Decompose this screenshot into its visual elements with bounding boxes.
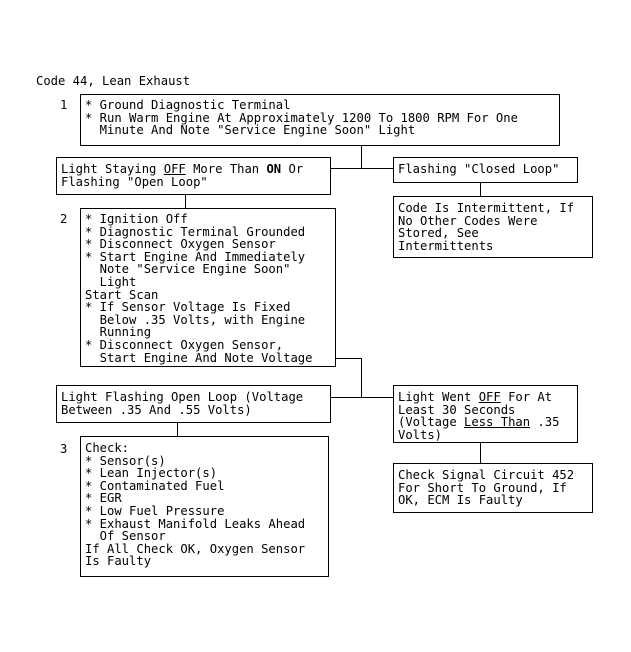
- open-loop-box: [56, 385, 331, 423]
- connector-went-off-down: [480, 443, 481, 463]
- step-number-1: 1: [60, 98, 68, 112]
- box3-line-8: Of Sensor: [85, 529, 166, 544]
- connector-split-2: [331, 397, 393, 398]
- light-off-text-off: OFF: [163, 162, 186, 176]
- went-off-text-voltage: (Voltage: [398, 415, 465, 430]
- step-2-box: [80, 208, 336, 367]
- connector-box1-down: [361, 146, 362, 169]
- box2-line-1: * Ignition Off: [85, 212, 188, 226]
- went-off-text-value: .35: [530, 415, 560, 430]
- light-off-line-2: Flashing "Open Loop": [61, 174, 208, 189]
- page-title: Code 44, Lean Exhaust: [36, 74, 191, 88]
- box2-line-4: * Start Engine And Immediately: [85, 249, 306, 264]
- intermittent-line-3: Stored, See: [398, 226, 479, 241]
- light-off-box: [56, 157, 331, 195]
- light-off-text-c: More Than: [185, 162, 267, 176]
- light-off-line-1: [61, 163, 303, 176]
- signal-line-2: For Short To Ground, If: [398, 480, 567, 495]
- step-1-box: [80, 94, 560, 146]
- intermittent-line-4: Intermittents: [398, 238, 494, 253]
- light-off-text-e: Or: [281, 162, 304, 176]
- box2-line-11: * Disconnect Oxygen Sensor,: [85, 338, 284, 352]
- went-off-line-2: Least 30 Seconds: [398, 402, 516, 417]
- went-off-text-less-than: Less Than: [464, 415, 531, 430]
- closed-loop-box: [393, 157, 578, 183]
- box1-line-2: * Run Warm Engine At Approximately 1200 To 1800 RPM For One: [85, 110, 518, 125]
- went-off-text-off: OFF: [478, 390, 501, 404]
- box3-line-4: * Contaminated Fuel: [85, 478, 225, 493]
- box3-line-7: * Exhaust Manifold Leaks Ahead: [85, 516, 306, 531]
- went-off-line-1: [398, 391, 552, 404]
- box2-line-2: * Diagnostic Terminal Grounded: [85, 224, 306, 239]
- box3-line-10: Is Faulty: [85, 554, 152, 569]
- signal-line-3: OK, ECM Is Faulty: [398, 493, 523, 508]
- box2-line-7: Start Scan: [85, 287, 159, 302]
- connector-box2-right: [336, 358, 362, 359]
- went-off-box: [393, 385, 578, 443]
- closed-loop-text: Flashing "Closed Loop": [398, 162, 560, 176]
- signal-line-1: Check Signal Circuit 452: [398, 468, 575, 482]
- box3-line-3: * Lean Injector(s): [85, 466, 218, 481]
- box3-line-9: If All Check OK, Oxygen Sensor: [85, 541, 306, 556]
- connector-closed-loop-down: [480, 182, 481, 196]
- box1-line-1: * Ground Diagnostic Terminal: [85, 98, 291, 112]
- box2-line-12: Start Engine And Note Voltage: [85, 350, 313, 365]
- step-number-2: 2: [60, 212, 68, 226]
- box3-line-2: * Sensor(s): [85, 453, 166, 468]
- light-off-text-on: ON: [266, 162, 282, 176]
- box3-line-5: * EGR: [85, 491, 122, 506]
- open-loop-line-2: Between .35 And .55 Volts): [61, 402, 252, 417]
- box2-line-3: * Disconnect Oxygen Sensor: [85, 237, 276, 252]
- connector-off-down: [185, 195, 186, 208]
- box2-line-8: * If Sensor Voltage Is Fixed: [85, 300, 291, 315]
- step-number-3: 3: [60, 442, 68, 456]
- light-off-text-a: Light Staying: [61, 162, 164, 176]
- went-off-text-a: Light Went: [398, 390, 479, 404]
- connector-split-1: [331, 168, 393, 169]
- open-loop-line-1: Light Flashing Open Loop (Voltage: [61, 390, 304, 404]
- step-3-box: [80, 436, 329, 577]
- went-off-line-4: Volts): [398, 427, 443, 442]
- box2-line-9: Below .35 Volts, with Engine: [85, 312, 306, 327]
- went-off-line-3: [398, 416, 559, 429]
- box2-line-6: Light: [85, 275, 137, 289]
- box1-line-3: Minute And Note "Service Engine Soon" Light: [85, 123, 416, 138]
- box3-line-1: Check:: [85, 441, 130, 455]
- intermittent-box: [393, 196, 593, 258]
- box3-line-6: * Low Fuel Pressure: [85, 504, 225, 518]
- box2-line-5: Note "Service Engine Soon": [85, 262, 291, 277]
- went-off-text-c: For At: [500, 390, 553, 404]
- intermittent-line-1: Code Is Intermittent, If: [398, 201, 575, 215]
- connector-open-loop-down: [177, 423, 178, 436]
- box2-line-10: Running: [85, 325, 152, 340]
- signal-circuit-box: [393, 463, 593, 513]
- intermittent-line-2: No Other Codes Were: [398, 213, 538, 228]
- connector-box2-vertical: [361, 358, 362, 398]
